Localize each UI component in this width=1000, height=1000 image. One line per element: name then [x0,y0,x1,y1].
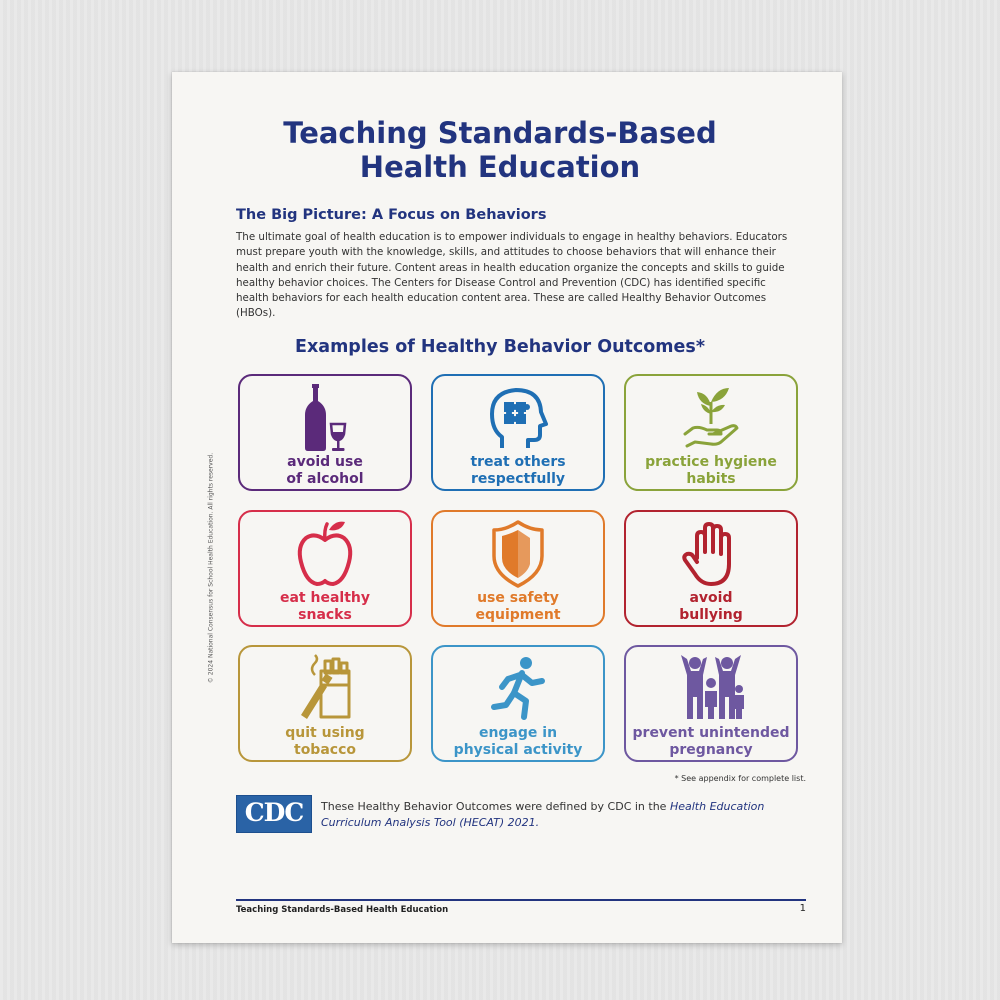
card-treat-others [431,374,605,491]
shield-icon [480,518,556,590]
card-label: avoid use of alcohol [286,454,364,487]
cdc-logo: CDC [236,795,312,833]
cdc-attribution [321,799,801,831]
cdc-attribution-prefix: These Healthy Behavior Outcomes were defined by CDC in the [321,800,670,813]
card-label: prevent unintended pregnancy [632,725,790,758]
family-icon [673,653,749,725]
title-line-1: Teaching Standards-Based [283,116,717,150]
running-person-icon [480,653,556,725]
hand-with-sprout-icon [673,382,749,454]
card-hygiene [624,374,798,491]
card-physical-activity [431,645,605,762]
card-prevent-pregnancy [624,645,798,762]
card-avoid-bullying [624,510,798,627]
section-subheading: The Big Picture: A Focus on Behaviors [236,207,547,223]
page-title [0,116,1000,184]
running-footer-title: Teaching Standards-Based Health Education [236,905,449,915]
apple-icon [287,518,363,590]
card-safety-equipment [431,510,605,627]
card-healthy-snacks [238,510,412,627]
footnote: * See appendix for complete list. [674,774,806,783]
card-label: use safety equipment [475,590,561,623]
wine-bottle-and-glass-icon [287,382,363,454]
examples-heading: Examples of Healthy Behavior Outcomes* [295,337,705,357]
card-label: practice hygiene habits [645,454,777,487]
cigarette-pack-icon [287,653,363,725]
stop-hand-icon [673,518,749,590]
card-label: avoid bullying [679,590,743,623]
card-avoid-alcohol [238,374,412,491]
hecat-title: Health Education Curriculum Analysis Tool (HECAT) 2021. [321,800,765,829]
head-with-puzzle-icon [480,382,556,454]
card-quit-tobacco [238,645,412,762]
card-label: eat healthy snacks [279,590,370,623]
page-number: 1 [799,903,806,914]
card-label: quit using tobacco [285,725,365,758]
title-line-2: Health Education [359,150,641,184]
card-label: treat others respectfully [470,454,566,487]
footer-divider [236,899,806,901]
card-label: engage in physical activity [453,725,583,758]
copyright-notice: © 2024 National Consensus for School Health Education. All rights reserved. [207,452,215,684]
intro-paragraph: The ultimate goal of health education is to empower individuals to engage in healthy behaviors. Educators must prepare youth with the knowledge, skills, and attitudes to choose behaviors that will enhance their health and enrich their future. Content areas in health education organize the concepts and skills to guide healthy behavior choices. The Centers for Disease Control and Prevention (CDC) has identified specific health behaviors for each health education content area. These are called Healthy Behavior Outcomes (HBOs). [236,231,788,320]
